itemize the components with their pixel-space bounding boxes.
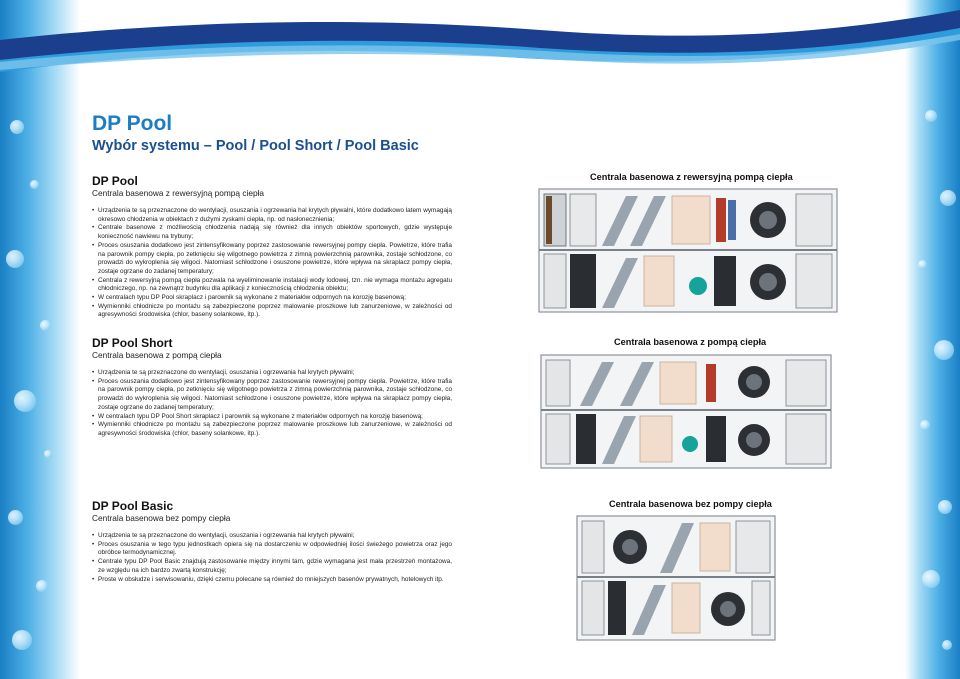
water-background-left (0, 0, 80, 679)
section-subtitle: Centrala basenowa bez pompy ciepła (92, 513, 231, 523)
list-item: • Urządzenia te są przeznaczone do wentylacji, osuszania i ogrzewania hal krytych pływalni; (92, 532, 452, 541)
bullet-list (92, 207, 452, 320)
page-subtitle: Wybór systemu – Pool / Pool Short / Pool Basic (92, 138, 419, 154)
bullet-list (92, 532, 452, 584)
section-dp-pool-basic (92, 499, 452, 584)
section-dp-pool-short (92, 336, 452, 439)
page-title: DP Pool (92, 112, 173, 135)
header-wave (0, 0, 960, 95)
section-title: DP Pool Basic (92, 499, 174, 513)
list-item: • Proces osuszania w tego typu jednostkach opiera się na dostarczeniu w odpowiedniej ilości świeżego powietrza oraz jego obróbce termodynamicznej. (92, 541, 452, 558)
list-item: • Proces osuszania dodatkowo jest zintensyfikowany poprzez zastosowanie rewersyjnej pompy ciepła. Powietrze, które trafia na parownik pompy ciepła, po zetknięciu się wilgotnego powietrza z zimną powierzchnią parownika, zostaje schłodzone, co prowadzi do wykroplenia się wilgoci. Natomiast schłodzone i osuszone powietrze, które wpływa na skraplacz pompy ciepła, zostaje ogrzane do zadanej temperatury; (92, 242, 452, 277)
list-item: • Urządzenia te są przeznaczone do wentylacji, osuszania i ogrzewania hal krytych pływalni, które dodatkowo latem wymagają okresowo chłodzenia w obiektach z dużymi zyskami ciepła, np. od nasłonecznienia; (92, 207, 452, 224)
list-item: • Proces osuszania dodatkowo jest zintensyfikowany poprzez zastosowanie rewersyjnej pompy ciepła. Powietrze, które trafia na parownik pompy ciepła, po zetknięciu się wilgotnego powietrza z zimną powierzchnią parownika, zostaje schłodzone, co prowadzi do wykroplenia się wilgoci. Natomiast schłodzone i osuszone powietrze, które wpływa na skraplacz pompy ciepła, zostaje ogrzane do zadanej temperatury; (92, 378, 452, 413)
bullet-list (92, 369, 452, 439)
section-subtitle: Centrala basenowa z pompą ciepła (92, 350, 222, 360)
figure-title-heat-pump: Centrala basenowa z pompą ciepła (614, 337, 767, 347)
ahu-illustration-reversible (538, 188, 838, 313)
list-item: • Wymienniki chłodnicze po montażu są zabezpieczone poprzez malowanie proszkowe lub zanurzeniowe, w zależności od agresywności środowiska (chlor, baseny solankowe, itp.). (92, 421, 452, 438)
list-item: • Urządzenia te są przeznaczone do wentylacji, osuszania i ogrzewania hal krytych pływalni; (92, 369, 452, 378)
figure-title-no-heat-pump: Centrala basenowa bez pompy ciepła (609, 499, 772, 509)
list-item: • W centralach typu DP Pool Short skraplacz i parownik są wykonane z materiałów odpornych na korozję basenową; (92, 413, 452, 422)
list-item: • Wymienniki chłodnicze po montażu są zabezpieczone poprzez malowanie proszkowe lub zanurzeniowe, w zależności od agresywności środowiska (chlor, baseny solankowe, itp.). (92, 303, 452, 320)
list-item: • Centrale basenowe z możliwością chłodzenia nadają się również dla innych obiektów sportowych, gdzie występuje konieczność nawiewu na trybuny; (92, 224, 452, 241)
list-item: • Proste w obsłudze i serwisowaniu, dzięki czemu polecane są również do mniejszych basenów prywatnych, hotelowych itp. (92, 576, 452, 585)
section-title: DP Pool Short (92, 336, 173, 350)
page-header (92, 112, 419, 155)
list-item: • Centrale typu DP Pool Basic znajdują zastosowanie między innymi tam, gdzie wymagana jest mała przestrzeń montażowa, ze względu na ich bardzo zwartą konstrukcję; (92, 558, 452, 575)
list-item: • W centralach typu DP Pool skraplacz i parownik są wykonane z materiałów odpornych na korozję basenową; (92, 294, 452, 303)
section-subtitle: Centrala basenowa z rewersyjną pompą ciepła (92, 188, 265, 198)
ahu-illustration-heat-pump (540, 354, 832, 469)
section-dp-pool (92, 174, 452, 320)
ahu-illustration-no-heat-pump (576, 515, 776, 641)
figure-title-reversible: Centrala basenowa z rewersyjną pompą ciepła (590, 172, 793, 182)
list-item: • Centrala z rewersyjną pompą ciepła pozwala na wyeliminowanie instalacji wody lodowej, tzn. nie wymaga montażu agregatu chłodniczego, np. na zewnątrz budynku dla aplikacji z koniecznością chłodzenia obiektu; (92, 277, 452, 294)
section-title: DP Pool (92, 174, 138, 188)
